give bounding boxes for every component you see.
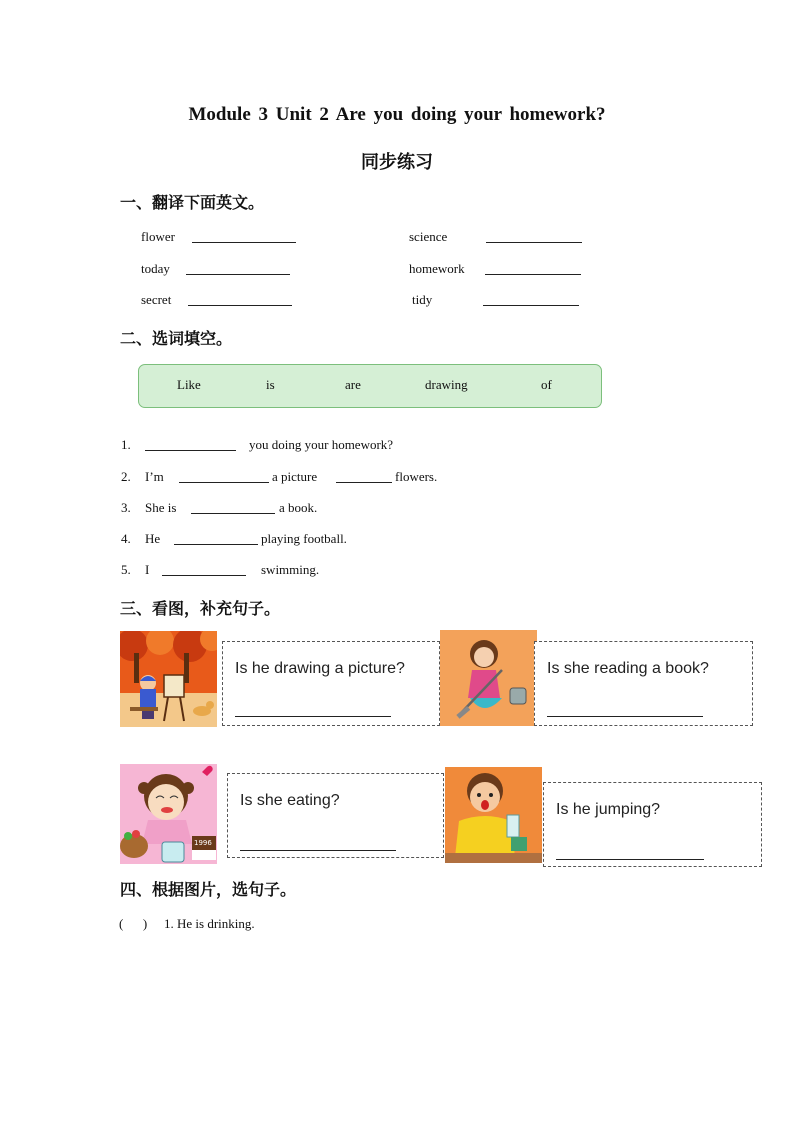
question-text: a book. [279,500,318,515]
section-heading-fill-in: 二、选词填空。 [120,329,233,348]
answer-line[interactable] [556,859,704,860]
girl-eating-illustration [120,764,217,864]
question-text: She is [145,500,177,515]
word-bank-option: drawing [425,377,468,392]
answer-line[interactable] [235,716,391,717]
boy-painting-illustration [120,631,217,727]
word-bank-option: are [345,377,361,392]
question-number: 2. [121,469,131,484]
answer-line[interactable] [191,513,275,514]
answer-line[interactable] [486,242,582,243]
question-number: 1. [121,437,131,452]
answer-box [222,641,440,726]
question-number: 5. [121,562,131,577]
answer-line[interactable] [192,242,296,243]
question-text: swimming. [261,562,320,577]
question-text: flowers. [395,469,438,484]
section-heading-picture-questions: 三、看图，补充句子。 [120,599,281,618]
section-heading-translate: 一、翻译下面英文。 [120,193,265,212]
vocab-word: today [141,261,170,276]
question-text: a picture [272,469,318,484]
vocab-word: tidy [412,292,433,307]
question-number: 3. [121,500,131,515]
answer-bracket[interactable]: ( ) [119,916,148,931]
question-text: you doing your homework? [249,437,394,452]
word-bank-option: of [541,377,552,392]
cake-label: 1996 [194,839,212,847]
question-text: I [145,562,150,577]
boy-drinking-illustration [445,767,542,863]
answer-line[interactable] [174,544,258,545]
vocab-word: homework [409,261,465,276]
vocab-word: secret [141,292,172,307]
word-bank-option: Like [177,377,201,392]
answer-line[interactable] [179,482,269,483]
picture-question: Is he jumping? [556,801,661,818]
answer-box [543,782,762,867]
question-text: I’m [145,469,164,484]
picture-question: Is she eating? [240,792,340,809]
question-number: 4. [121,531,131,546]
page-subtitle: 同步练习 [361,152,433,173]
vocab-word: flower [141,229,175,244]
page-title: Module 3 Unit 2 Are you doing your homework? [188,104,606,125]
answer-box [227,773,444,858]
answer-line[interactable] [240,850,396,851]
answer-line[interactable] [336,482,392,483]
question-text: playing football. [261,531,347,546]
choice-sentence: 1. He is drinking. [164,916,255,931]
vocab-word: science [409,229,448,244]
answer-line[interactable] [483,305,579,306]
answer-line[interactable] [145,450,236,451]
question-text: He [145,531,161,546]
answer-box [534,641,753,726]
answer-line[interactable] [547,716,703,717]
woman-mopping-illustration [440,630,537,726]
section-heading-choose-sentence: 四、根据图片，选句子。 [120,880,297,899]
picture-question: Is she reading a book? [547,660,709,677]
answer-line[interactable] [186,274,290,275]
answer-line[interactable] [188,305,292,306]
word-bank-box [138,364,602,408]
picture-question: Is he drawing a picture? [235,660,405,677]
answer-line[interactable] [485,274,581,275]
word-bank-option: is [266,377,275,392]
answer-line[interactable] [162,575,246,576]
